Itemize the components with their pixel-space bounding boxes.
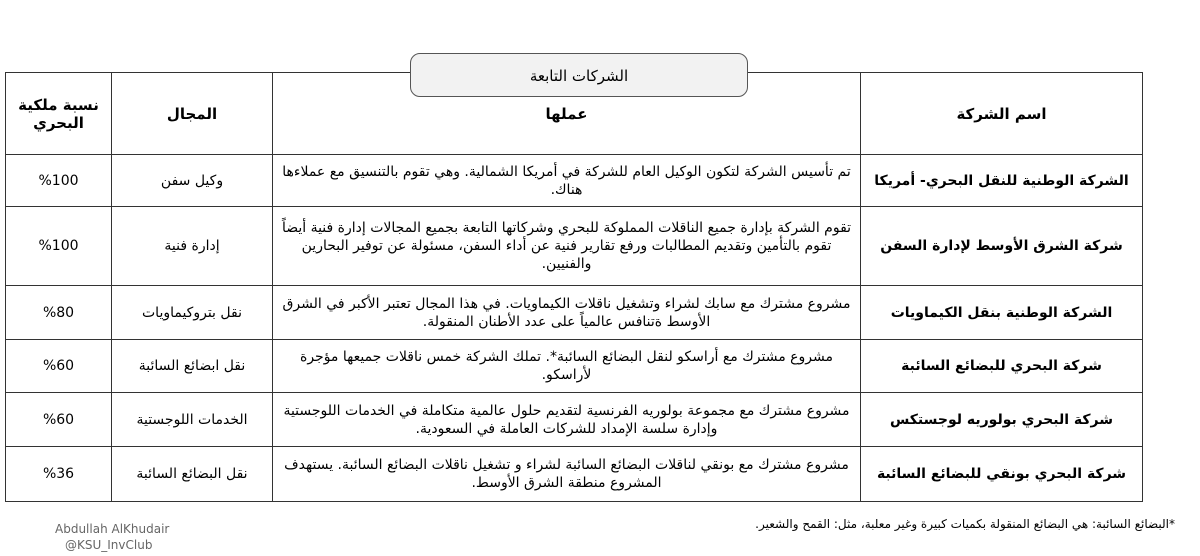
company-field: إدارة فنية [112, 207, 273, 286]
table-row [6, 447, 1143, 502]
section-title: الشركات التابعة [410, 53, 748, 97]
credit-handle: @KSU_InvClub [65, 538, 153, 552]
company-work: تم تأسيس الشركة لتكون الوكيل العام للشركة في أمريكا الشمالية. وهي تقوم بالتنسيق مع عملاءها هناك. [273, 155, 861, 207]
company-work: مشروع مشترك مع أراسكو لنقل البضائع السائبة*. تملك الشركة خمس ناقلات جميعها مؤجرة لأراسكو. [273, 340, 861, 393]
company-work: مشروع مشترك مع مجموعة بولوريه الفرنسية لتقديم حلول عالمية متكاملة في الخدمات اللوجستية وإدارة سلسة الإمداد للشركات العاملة في السعودية. [273, 393, 861, 447]
table-row [6, 393, 1143, 447]
company-name: شركة البحري للبضائع السائبة [861, 340, 1143, 393]
company-work: مشروع مشترك مع سابك لشراء وتشغيل ناقلات الكيماويات. في هذا المجال تعتبر الأكبر في الشرق الأوسط ةتنافس عالمياً على عدد الأطنان المنقولة. [273, 286, 861, 340]
company-field: نقل البضائع السائبة [112, 447, 273, 502]
footnote: *البضائع السائبة: هي البضائع المنقولة بكميات كبيرة وغير معلبة، مثل: القمح والشعير. [755, 517, 1175, 531]
company-field: الخدمات اللوجستية [112, 393, 273, 447]
header-work: عملها [273, 73, 861, 155]
header-ownership: نسبة ملكية البحري [6, 73, 112, 155]
company-work: تقوم الشركة بإدارة جميع الناقلات المملوكة للبحري وشركاتها التابعة بجميع المجالات إدارة فنية أيضاً تقوم بالتأمين وتقديم المطالبات ورفع تقارير فنية عن أداء السفن، مسئولة عن توفير البحارين والفنيين. [273, 207, 861, 286]
ownership-percent: %80 [6, 286, 112, 340]
company-name: شركة البحري بونقي للبضائع السائبة [861, 447, 1143, 502]
table-row [6, 207, 1143, 286]
company-name: الشركة الوطنية بنقل الكيماويات [861, 286, 1143, 340]
header-field: المجال [112, 73, 273, 155]
company-name: شركة الشرق الأوسط لإدارة السفن [861, 207, 1143, 286]
table-row [6, 340, 1143, 393]
subsidiaries-table [5, 72, 1143, 502]
company-field: وكيل سفن [112, 155, 273, 207]
credit [55, 521, 169, 553]
ownership-percent: %100 [6, 155, 112, 207]
company-field: نقل بتروكيماويات [112, 286, 273, 340]
header-company: اسم الشركة [861, 73, 1143, 155]
table-row [6, 286, 1143, 340]
company-field: نقل ابضائع السائبة [112, 340, 273, 393]
credit-author: Abdullah AlKhudair [55, 522, 170, 536]
ownership-percent: %36 [6, 447, 112, 502]
ownership-percent: %60 [6, 340, 112, 393]
ownership-percent: %60 [6, 393, 112, 447]
company-name: شركة البحري بولوريه لوجستكس [861, 393, 1143, 447]
company-work: مشروع مشترك مع بونقي لناقلات البضائع السائبة لشراء و تشغيل ناقلات البضائع السائبة. يستهدف المشروع منطقة الشرق الأوسط. [273, 447, 861, 502]
table-row [6, 155, 1143, 207]
ownership-percent: %100 [6, 207, 112, 286]
company-name: الشركة الوطنية للنقل البحري- أمريكا [861, 155, 1143, 207]
